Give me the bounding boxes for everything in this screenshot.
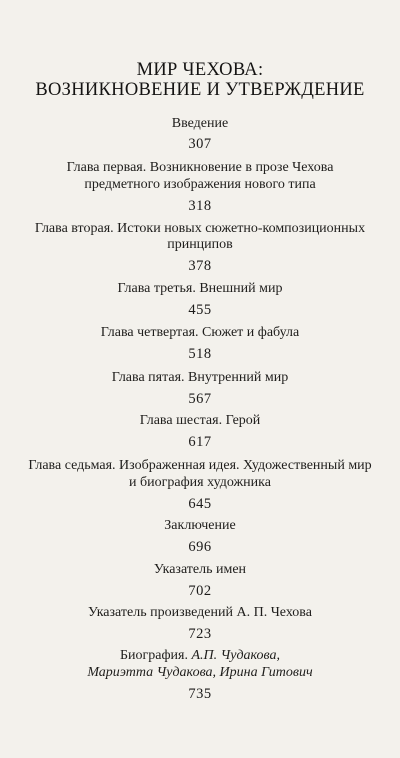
toc-page-introduction: 307 xyxy=(188,136,212,152)
toc-entry-chapter-2-line-1: Глава вторая. Истоки новых сюжетно-композиционных xyxy=(34,221,366,236)
toc-page-works-index: 723 xyxy=(188,626,212,642)
toc-entry-chapter-6: Глава шестая. Герой xyxy=(139,413,261,428)
toc-entry-chapter-4: Глава четвертая. Сюжет и фабула xyxy=(100,325,300,340)
toc-entry-biography-label: Биография. xyxy=(119,648,192,663)
toc-entry-biography-line-1 xyxy=(0,648,400,664)
toc-page-conclusion: 696 xyxy=(188,539,212,555)
toc-page-chapter-6: 617 xyxy=(188,434,212,450)
toc-entry-works-index: Указатель произведений А. П. Чехова xyxy=(88,605,312,620)
toc-page-chapter-7: 645 xyxy=(188,496,212,512)
toc-entry-biography-author: А.П. Чудакова, xyxy=(191,648,281,663)
toc-entry-chapter-5: Глава пятая. Внутренний мир xyxy=(111,370,289,385)
toc-page-name-index: 702 xyxy=(188,583,212,599)
toc-page-chapter-2: 378 xyxy=(188,258,212,274)
toc-entry-introduction: Введение xyxy=(171,116,229,131)
toc-page-chapter-1: 318 xyxy=(188,198,212,214)
book-title-line-1: МИР ЧЕХОВА: xyxy=(136,60,264,80)
toc-entry-chapter-3: Глава третья. Внешний мир xyxy=(117,281,283,296)
toc-page-chapter-5: 567 xyxy=(188,391,212,407)
toc-entry-chapter-2-line-2: принципов xyxy=(167,237,233,252)
toc-page-chapter-4: 518 xyxy=(188,346,212,362)
toc-entry-biography-line-2: Мариэтта Чудакова, Ирина Гитович xyxy=(87,665,313,680)
book-title-line-2: ВОЗНИКНОВЕНИЕ И УТВЕРЖДЕНИЕ xyxy=(35,80,365,100)
toc-page-chapter-3: 455 xyxy=(188,302,212,318)
toc-entry-chapter-7-line-1: Глава седьмая. Изображенная идея. Художественный мир xyxy=(28,458,372,473)
toc-entry-chapter-7-line-2: и биография художника xyxy=(129,475,271,490)
toc-entry-name-index: Указатель имен xyxy=(153,562,247,577)
toc-entry-conclusion: Заключение xyxy=(164,518,236,533)
toc-entry-chapter-1-line-1: Глава первая. Возникновение в прозе Чехова xyxy=(66,160,334,175)
toc-page-biography: 735 xyxy=(188,686,212,702)
toc-entry-chapter-1-line-2: предметного изображения нового типа xyxy=(84,177,316,192)
